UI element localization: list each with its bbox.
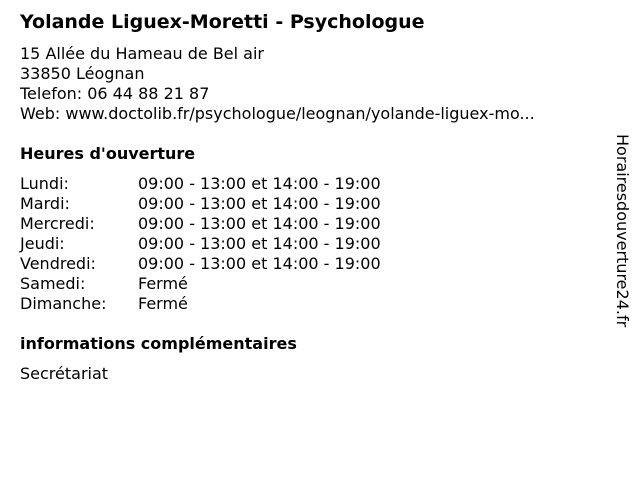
website: Web: www.doctolib.fr/psychologue/leognan/yolande-liguex-mo... bbox=[20, 104, 535, 123]
hours-heading: Heures d'ouverture bbox=[20, 144, 196, 163]
time-value: Fermé bbox=[138, 274, 188, 293]
day-label: Vendredi: bbox=[20, 254, 96, 273]
city: 33850 Léognan bbox=[20, 64, 145, 83]
time-value: Fermé bbox=[138, 294, 188, 313]
additional-info-text: Secrétariat bbox=[20, 364, 109, 383]
time-value: 09:00 - 13:00 et 14:00 - 19:00 bbox=[138, 214, 381, 233]
day-label: Mardi: bbox=[20, 194, 70, 213]
day-label: Lundi: bbox=[20, 174, 69, 193]
additional-info-heading: informations complémentaires bbox=[20, 334, 297, 353]
time-value: 09:00 - 13:00 et 14:00 - 19:00 bbox=[138, 234, 381, 253]
day-label: Mercredi: bbox=[20, 214, 95, 233]
time-value: 09:00 - 13:00 et 14:00 - 19:00 bbox=[138, 174, 381, 193]
day-label: Samedi: bbox=[20, 274, 86, 293]
business-title: Yolande Liguex-Moretti - Psychologue bbox=[20, 11, 425, 33]
site-watermark: Horairesdouverture24.fr bbox=[613, 134, 632, 328]
time-value: 09:00 - 13:00 et 14:00 - 19:00 bbox=[138, 254, 381, 273]
phone-number: Telefon: 06 44 88 21 87 bbox=[20, 84, 210, 103]
time-value: 09:00 - 13:00 et 14:00 - 19:00 bbox=[138, 194, 381, 213]
day-label: Jeudi: bbox=[20, 234, 65, 253]
day-label: Dimanche: bbox=[20, 294, 107, 313]
street-address: 15 Allée du Hameau de Bel air bbox=[20, 44, 264, 63]
address-block bbox=[20, 44, 535, 124]
